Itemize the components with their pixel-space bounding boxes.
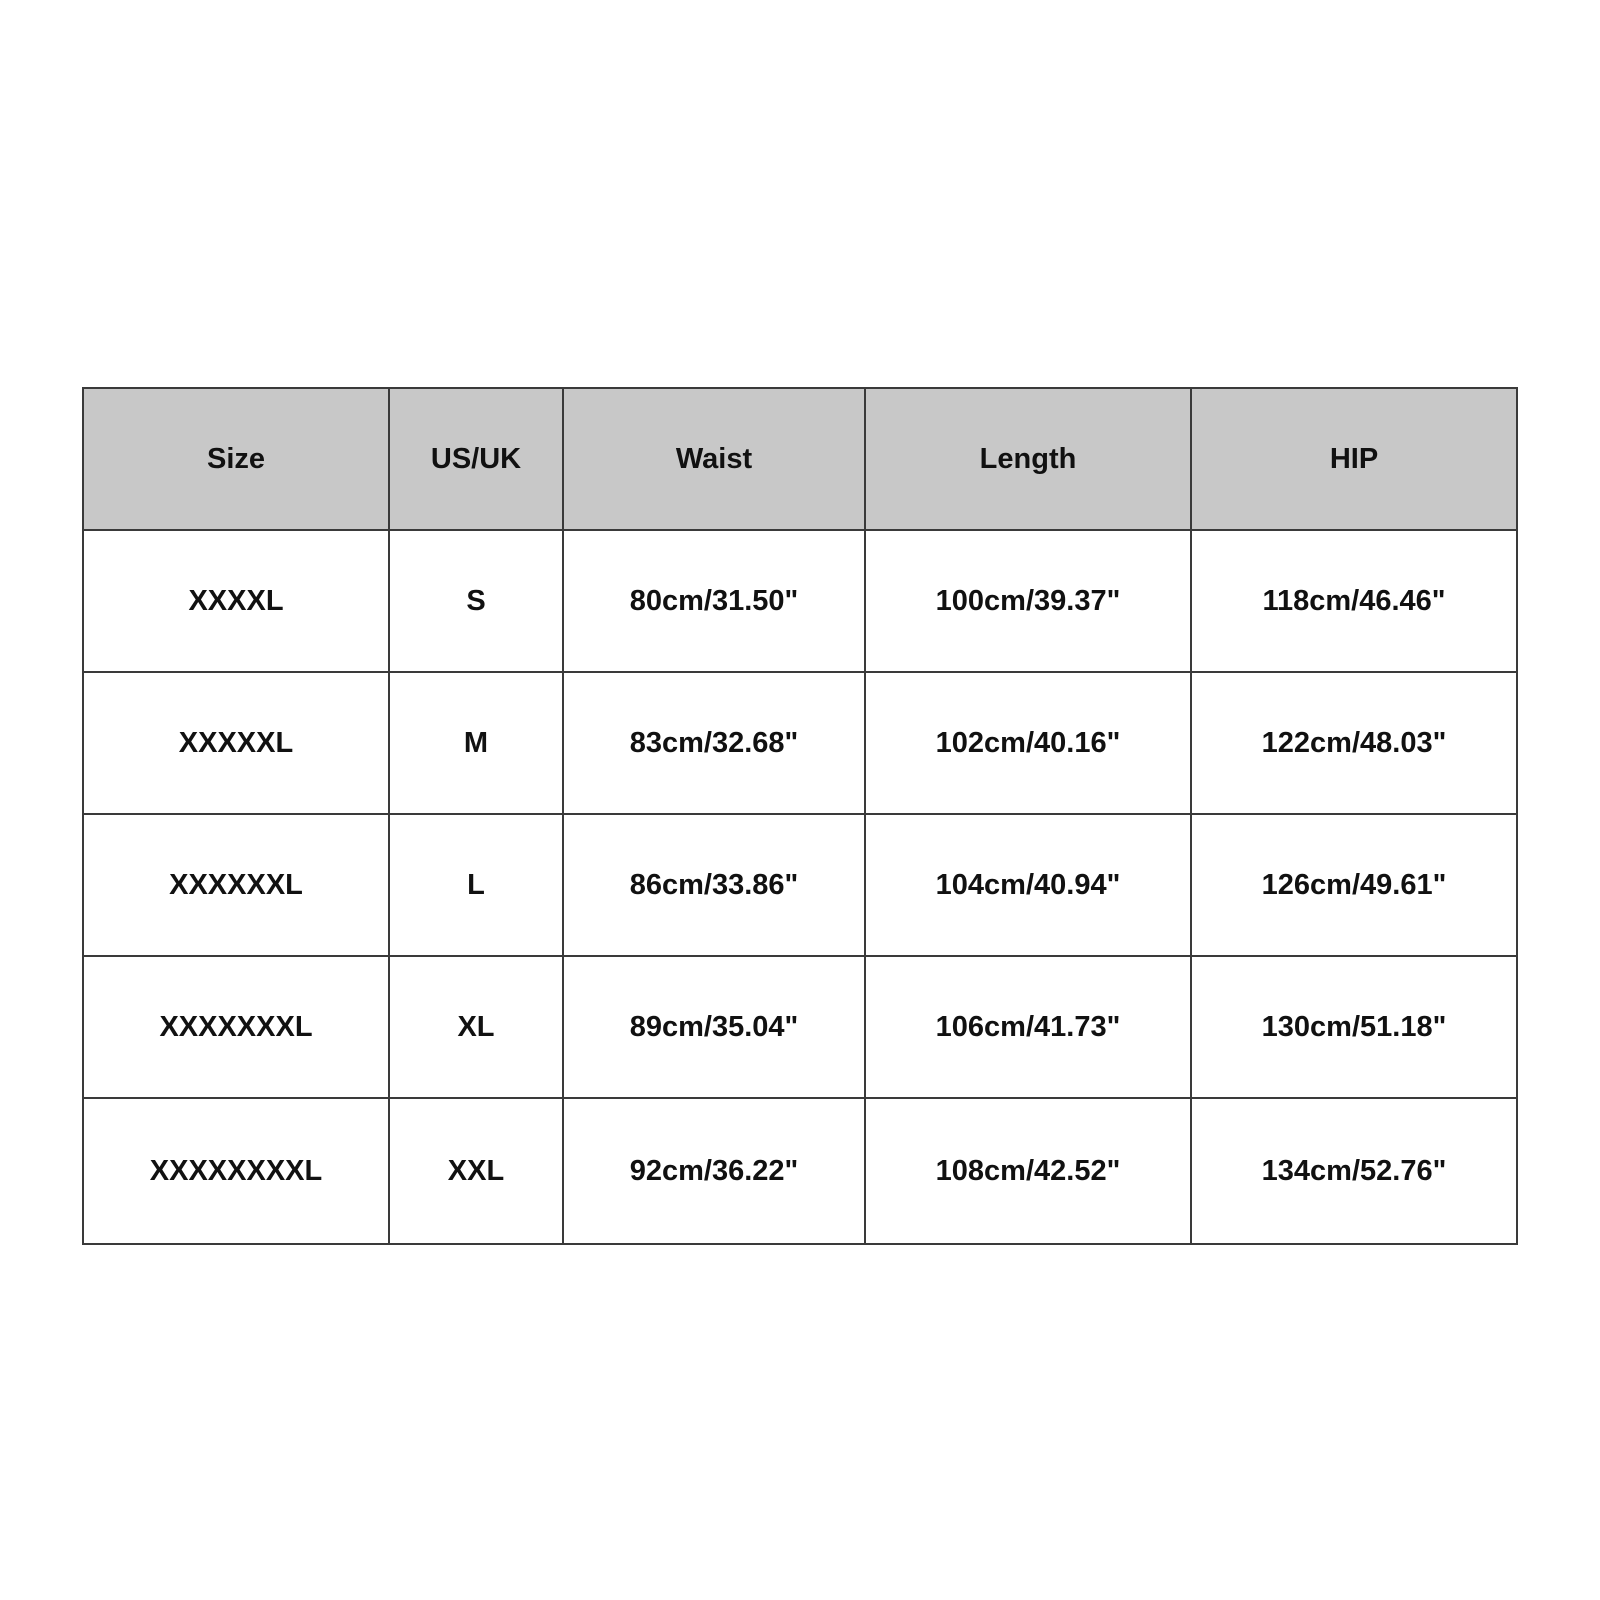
cell-length: 106cm/41.73"	[865, 956, 1191, 1098]
cell-waist: 89cm/35.04"	[563, 956, 865, 1098]
cell-us-uk: XXL	[389, 1098, 563, 1244]
header-row	[83, 388, 1517, 530]
cell-waist: 83cm/32.68"	[563, 672, 865, 814]
cell-waist: 86cm/33.86"	[563, 814, 865, 956]
table-body	[83, 530, 1517, 1244]
header-waist: Waist	[563, 388, 865, 530]
header-size: Size	[83, 388, 389, 530]
cell-size: XXXXXXXL	[83, 956, 389, 1098]
cell-hip: 130cm/51.18"	[1191, 956, 1517, 1098]
header-hip: HIP	[1191, 388, 1517, 530]
cell-size: XXXXL	[83, 530, 389, 672]
cell-size: XXXXXXL	[83, 814, 389, 956]
cell-hip: 122cm/48.03"	[1191, 672, 1517, 814]
header-length: Length	[865, 388, 1191, 530]
cell-us-uk: M	[389, 672, 563, 814]
cell-hip: 118cm/46.46"	[1191, 530, 1517, 672]
cell-length: 104cm/40.94"	[865, 814, 1191, 956]
cell-length: 108cm/42.52"	[865, 1098, 1191, 1244]
table-row	[83, 530, 1517, 672]
table-row	[83, 1098, 1517, 1244]
table-row	[83, 956, 1517, 1098]
cell-waist: 80cm/31.50"	[563, 530, 865, 672]
cell-us-uk: L	[389, 814, 563, 956]
table-header	[83, 388, 1517, 530]
cell-length: 100cm/39.37"	[865, 530, 1191, 672]
header-us-uk: US/UK	[389, 388, 563, 530]
cell-size: XXXXXL	[83, 672, 389, 814]
cell-hip: 134cm/52.76"	[1191, 1098, 1517, 1244]
table-row	[83, 672, 1517, 814]
cell-waist: 92cm/36.22"	[563, 1098, 865, 1244]
cell-us-uk: XL	[389, 956, 563, 1098]
cell-hip: 126cm/49.61"	[1191, 814, 1517, 956]
cell-us-uk: S	[389, 530, 563, 672]
table-row	[83, 814, 1517, 956]
cell-length: 102cm/40.16"	[865, 672, 1191, 814]
size-chart-table	[82, 387, 1518, 1245]
cell-size: XXXXXXXXL	[83, 1098, 389, 1244]
